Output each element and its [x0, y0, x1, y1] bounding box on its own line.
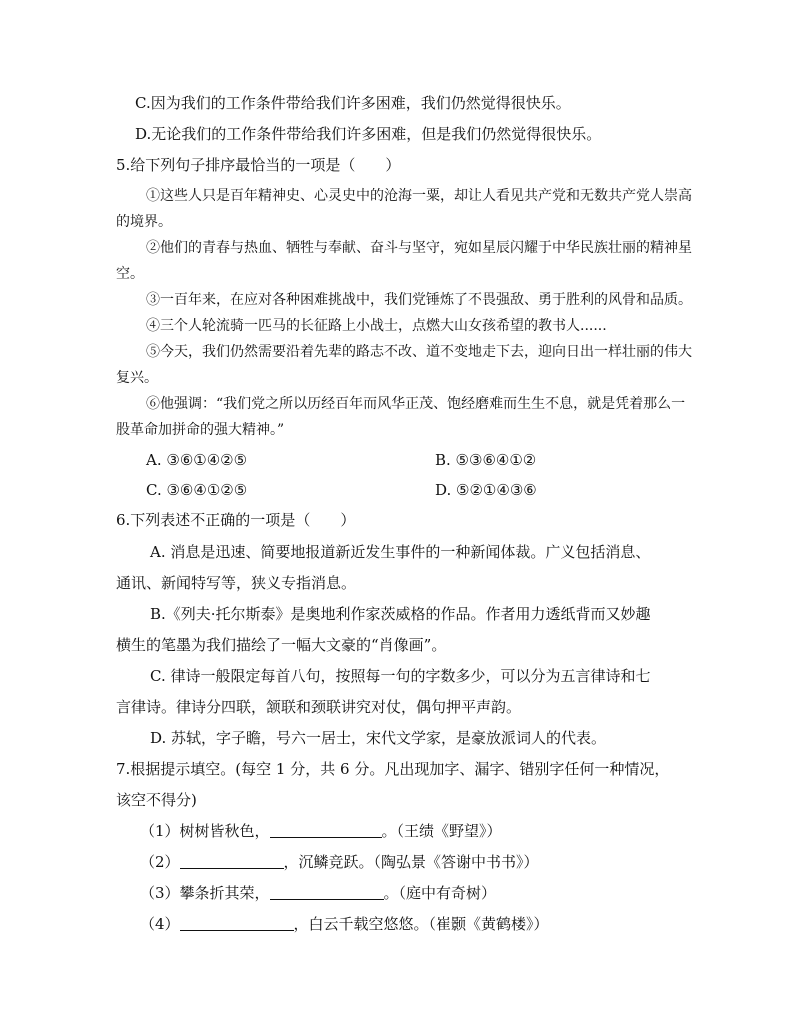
- q7-item-3: [140, 883, 496, 903]
- q5-sentence-6a: ⑥他强调：“我们党之所以历经百年而风华正茂、饱经磨难而生生不息，就是凭着那么一: [146, 396, 686, 412]
- q7-item-3-suffix: 。（庭中有奇树）: [383, 884, 497, 902]
- q6-option-a-line2: 通讯、新闻特写等，狭义专指消息。: [116, 574, 357, 592]
- q5-sentence-2a: ②他们的青春与热血、牺牲与奉献、奋斗与坚守，宛如星辰闪耀于中华民族壮丽的精神星: [146, 240, 692, 256]
- q6-option-d: D. 苏轼，字子瞻，号六一居士，宋代文学家，是豪放派词人的代表。: [150, 729, 607, 747]
- q5-sentence-2b: 空。: [116, 266, 144, 282]
- q5-sentence-1a: ①这些人只是百年精神史、心灵史中的沧海一粟，却让人看见共产党和无数共产党人崇高: [146, 188, 692, 204]
- q6-stem: 6.下列表述不正确的一项是（ ）: [116, 511, 356, 529]
- q7-item-4-blank[interactable]: [180, 914, 294, 931]
- q4-option-c: C.因为我们的工作条件带给我们许多困难，我们仍然觉得很快乐。: [135, 94, 571, 112]
- q7-item-2-blank[interactable]: [180, 852, 284, 869]
- q6-option-a-line1: A. 消息是迅速、简要地报道新近发生事件的一种新闻体裁。广义包括消息、: [150, 543, 651, 561]
- q5-sentence-4: ④三个人轮流骑一匹马的长征路上小战士，点燃大山女孩希望的教书人......: [146, 318, 607, 334]
- q5-sentence-5a: ⑤今天，我们仍然需要沿着先辈的路志不改、道不变地走下去，迎向日出一样壮丽的伟大: [146, 344, 692, 360]
- q5-option-d: D. ⑤②①④③⑥: [435, 481, 537, 499]
- q5-option-b: B. ⑤③⑥④①②: [435, 451, 537, 469]
- q7-stem-line2: 该空不得分): [116, 791, 197, 809]
- q7-item-3-prefix: （3）攀条折其荣，: [140, 884, 270, 902]
- q5-option-c: C. ③⑥④①②⑤: [146, 481, 248, 499]
- q7-item-4-prefix: （4）: [140, 915, 180, 933]
- q7-item-2-suffix: ，沉鳞竞跃。（陶弘景《答谢中书书》）: [283, 853, 539, 871]
- q6-option-c-line2: 言律诗。律诗分四联，颔联和颈联讲究对仗，偶句押平声韵。: [116, 698, 522, 716]
- q7-item-1-blank[interactable]: [270, 821, 382, 838]
- q5-sentence-3: ③一百年来，在应对各种困难挑战中，我们党锤炼了不畏强敌、勇于胜利的风骨和品质。: [146, 292, 692, 308]
- q7-stem-line1: 7.根据提示填空。(每空 1 分，共 6 分。凡出现加字、漏字、错别字任何一种情况，: [116, 760, 670, 778]
- q7-item-4: [140, 914, 549, 934]
- q6-option-b-line1: B.《列夫·托尔斯泰》是奥地利作家茨威格的作品。作者用力透纸背而又妙趣: [150, 605, 651, 623]
- q5-sentence-1b: 的境界。: [116, 214, 172, 230]
- q7-item-1-prefix: （1）树树皆秋色，: [140, 822, 270, 840]
- q7-item-3-blank[interactable]: [270, 883, 384, 900]
- q5-sentence-6b: 股革命加拼命的强大精神。”: [116, 422, 285, 438]
- q5-sentence-5b: 复兴。: [116, 370, 158, 386]
- q5-option-a: A. ③⑥①④②⑤: [146, 451, 248, 469]
- q7-item-2: [140, 852, 539, 872]
- q7-item-1: [140, 821, 502, 841]
- q7-item-2-prefix: （2）: [140, 853, 180, 871]
- q6-option-c-line1: C. 律诗一般限定每首八句，按照每一句的字数多少，可以分为五言律诗和七: [150, 667, 651, 685]
- q5-stem: 5.给下列句子排序最恰当的一项是（ ）: [116, 156, 401, 174]
- q6-option-b-line2: 横生的笔墨为我们描绘了一幅大文豪的“肖像画”。: [116, 636, 447, 654]
- q4-option-d: D.无论我们的工作条件带给我们许多困难，但是我们仍然觉得很快乐。: [135, 125, 602, 143]
- q7-item-1-suffix: 。（王绩《野望》）: [381, 822, 502, 840]
- q7-item-4-suffix: ，白云千载空悠悠。（崔颢《黄鹤楼》）: [293, 915, 549, 933]
